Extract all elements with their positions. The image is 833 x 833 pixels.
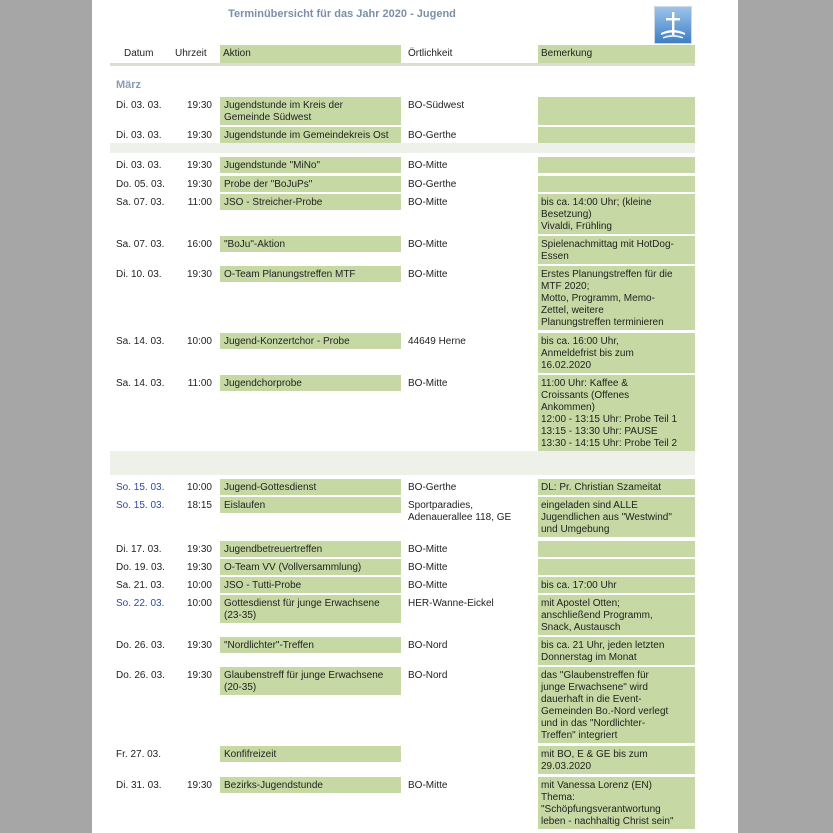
row-location: BO-Mitte (408, 780, 448, 791)
row-location: BO-Gerthe (408, 179, 457, 190)
row-location: BO-Gerthe (408, 130, 457, 141)
row-remark (538, 97, 695, 125)
row-action: Bezirks-Jugendstunde (220, 777, 401, 793)
row-date: Sa. 21. 03. (116, 580, 165, 591)
row-date: So. 22. 03. (116, 598, 165, 609)
row-date: Sa. 14. 03. (116, 378, 165, 389)
header-time: Uhrzeit (175, 48, 207, 59)
row-time: 18:15 (186, 500, 212, 511)
row-location: HER-Wanne-Eickel (408, 598, 494, 609)
row-action: Jugendstunde im Gemeindekreis Ost (220, 127, 401, 143)
row-remark: das "Glaubenstreffen für junge Erwachsene" wird dauerhaft in die Event- Gemeinden Bo.-Nord verlegt und in das "Nordlichter- Treffen" integriert (538, 667, 695, 743)
row-date: Di. 03. 03. (116, 100, 162, 111)
row-date: Di. 10. 03. (116, 269, 162, 280)
row-date: Sa. 14. 03. (116, 336, 165, 347)
row-date: Do. 26. 03. (116, 670, 165, 681)
row-remark: DL: Pr. Christian Szameitat (538, 479, 695, 495)
row-time: 19:30 (186, 130, 212, 141)
row-time: 19:30 (186, 160, 212, 171)
row-remark: mit Apostel Otten; anschließend Programm, Snack, Austausch (538, 595, 695, 635)
row-time: 19:30 (186, 544, 212, 555)
row-action: Jugend-Gottesdienst (220, 479, 401, 495)
row-action: Jugendstunde im Kreis der Gemeinde Südwest (220, 97, 401, 125)
row-remark (538, 559, 695, 575)
row-location: BO-Nord (408, 640, 448, 651)
row-action: Eislaufen (220, 497, 401, 513)
header-action: Aktion (220, 45, 401, 63)
row-action: O-Team Planungstreffen MTF (220, 266, 401, 282)
row-action: "Nordlichter"-Treffen (220, 637, 401, 653)
row-remark (538, 176, 695, 192)
row-action: Glaubenstreff für junge Erwachsene (20-35) (220, 667, 401, 695)
row-remark: Erstes Planungstreffen für die MTF 2020; Motto, Programm, Memo- Zettel, weitere Planungstreffen terminieren (538, 266, 695, 330)
cross-emblem-icon (654, 6, 692, 44)
row-time: 19:30 (186, 640, 212, 651)
row-time: 10:00 (186, 580, 212, 591)
row-location (405, 746, 534, 774)
row-time (178, 746, 212, 774)
header-remark: Bemerkung (538, 45, 695, 63)
row-location: BO-Gerthe (408, 482, 457, 493)
row-location: BO-Mitte (408, 580, 448, 591)
row-action: Jugendchorprobe (220, 375, 401, 391)
row-location: 44649 Herne (408, 336, 466, 347)
row-stripe (110, 143, 695, 153)
row-remark: mit Vanessa Lorenz (EN) Thema: "Schöpfungsverantwortung leben - nachhaltig Christ sein" (538, 777, 695, 829)
row-date: Sa. 07. 03. (116, 239, 165, 250)
document-title: Terminübersicht für das Jahr 2020 - Jugend (228, 8, 456, 20)
row-remark: bis ca. 21 Uhr, jeden letzten Donnerstag im Monat (538, 637, 695, 665)
row-remark (538, 127, 695, 143)
row-date: So. 15. 03. (116, 482, 165, 493)
row-date: Di. 17. 03. (116, 544, 162, 555)
row-remark: bis ca. 17:00 Uhr (538, 577, 695, 593)
row-time: 11:00 (187, 378, 212, 389)
row-action: Jugendstunde "MiNo" (220, 157, 401, 173)
row-remark: eingeladen sind ALLE Jugendlichen aus "Westwind" und Umgebung (538, 497, 695, 537)
row-remark (538, 541, 695, 557)
row-location: BO-Mitte (408, 197, 448, 208)
row-location: BO-Mitte (408, 562, 448, 573)
row-time: 11:00 (187, 197, 212, 208)
month-heading: März (116, 79, 142, 91)
row-date: Sa. 07. 03. (116, 197, 165, 208)
row-stripe (110, 451, 695, 475)
row-time: 19:30 (186, 100, 212, 111)
row-time: 10:00 (186, 482, 212, 493)
row-remark: Spielenachmittag mit HotDog- Essen (538, 236, 695, 264)
row-location: BO-Südwest (408, 100, 465, 111)
row-location: Sportparadies, Adenauerallee 118, GE (408, 500, 512, 523)
row-remark: bis ca. 16:00 Uhr, Anmeldefrist bis zum 16.02.2020 (538, 333, 695, 373)
row-remark: 11:00 Uhr: Kaffee & Croissants (Offenes Ankommen) 12:00 - 13:15 Uhr: Probe Teil 1 13:15 - 13:30 Uhr: PAUSE 13:30 - 14:15 Uhr: Probe Teil 2 (538, 375, 695, 451)
table-header (110, 45, 695, 63)
row-location: BO-Nord (408, 670, 448, 681)
row-time: 19:30 (186, 269, 212, 280)
row-action: Probe der "BoJuPs" (220, 176, 401, 192)
row-action: O-Team VV (Vollversammlung) (220, 559, 401, 575)
header-date: Datum (124, 48, 154, 59)
row-date: Di. 03. 03. (116, 130, 162, 141)
row-time: 10:00 (186, 598, 212, 609)
row-remark (538, 157, 695, 173)
row-action: Gottesdienst für junge Erwachsene (23-35) (220, 595, 401, 623)
row-time: 19:30 (186, 179, 212, 190)
row-action: JSO - Streicher-Probe (220, 194, 401, 210)
row-date: So. 15. 03. (116, 500, 165, 511)
row-time: 19:30 (186, 780, 212, 791)
row-action: Jugend-Konzertchor - Probe (220, 333, 401, 349)
row-action: Konfifreizeit (220, 746, 401, 762)
row-time: 19:30 (186, 562, 212, 573)
header-location: Örtlichkeit (408, 48, 453, 59)
row-location: BO-Mitte (408, 239, 448, 250)
row-location: BO-Mitte (408, 269, 448, 280)
row-location: BO-Mitte (408, 544, 448, 555)
row-date: Di. 03. 03. (116, 160, 162, 171)
row-action: "BoJu"-Aktion (220, 236, 401, 252)
header-divider (110, 63, 695, 66)
row-remark: bis ca. 14:00 Uhr; (kleine Besetzung) Vivaldi, Frühling (538, 194, 695, 234)
row-location: BO-Mitte (408, 378, 448, 389)
row-action: Jugendbetreuertreffen (220, 541, 401, 557)
row-time: 16:00 (186, 239, 212, 250)
row-date: Do. 26. 03. (116, 640, 165, 651)
row-action: JSO - Tutti-Probe (220, 577, 401, 593)
row-time: 10:00 (186, 336, 212, 347)
row-time: 19:30 (186, 670, 212, 681)
row-date: Di. 31. 03. (116, 780, 162, 791)
document-page (92, 0, 738, 833)
row-date: Do. 19. 03. (116, 562, 165, 573)
row-date: Do. 05. 03. (116, 179, 165, 190)
row-date: Fr. 27. 03. (116, 749, 162, 760)
row-location: BO-Mitte (408, 160, 448, 171)
row-remark: mit BO, E & GE bis zum 29.03.2020 (538, 746, 695, 774)
